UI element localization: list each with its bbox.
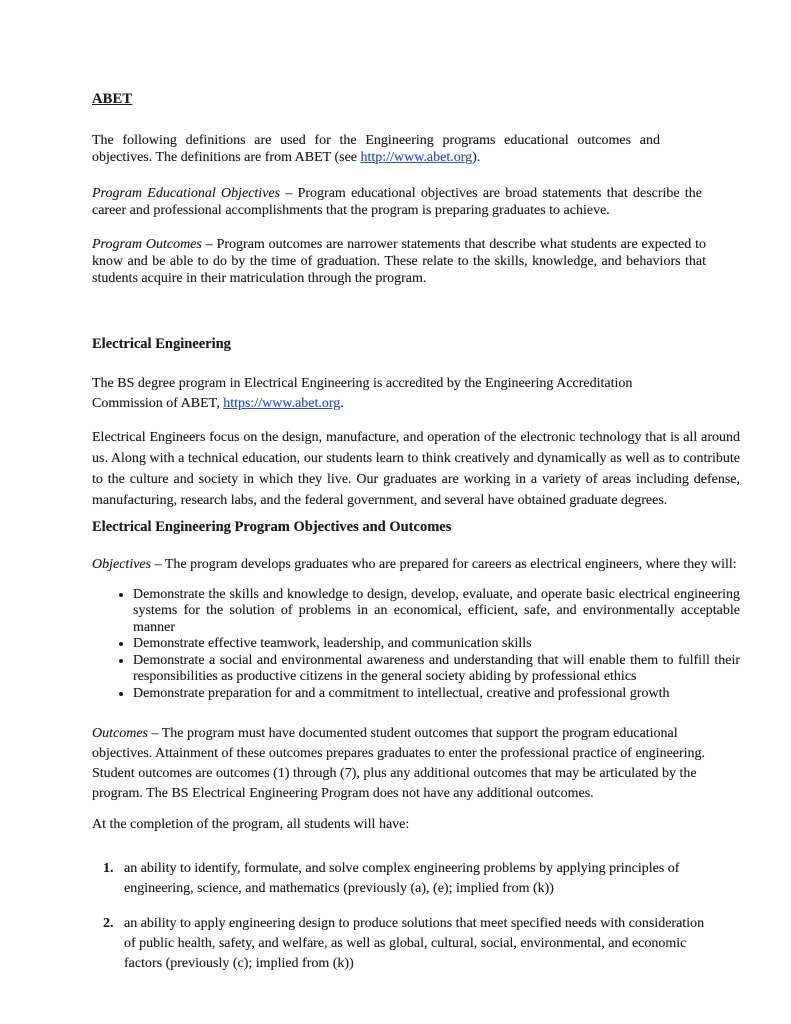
doc-title: ABET [92,91,133,107]
abet-http-link[interactable]: http://www.abet.org [360,150,473,165]
accreditation-text-pre: The BS degree program in Electrical Engineering is accredited by the Engineering Accreditation Commission of ABET, [92,376,633,411]
program-outcomes-paragraph [92,236,706,287]
objectives-outcomes-heading: Electrical Engineering Program Objectives and Outcomes [92,519,452,535]
numbered-item [103,914,709,974]
peo-lead-in: Program Educational Objectives [92,186,281,201]
abet-https-link[interactable]: https://www.abet.org [223,396,341,411]
outcomes-text: – The program must have documented student outcomes that support the program educational objectives. Attainment of these outcomes prepares graduates to enter the professional practice of engineering. Student outcomes are outcomes (1) through (7), plus any additional outcomes that may be articulated by the program. The BS Electrical Engineering Program does not have any additional outcomes. [92,726,706,801]
objectives-lead-in: Objectives [92,557,152,572]
electrical-engineering-heading: Electrical Engineering [92,336,231,352]
intro-text-post: ). [472,150,481,165]
objectives-paragraph [92,556,738,574]
objectives-text: – The program develops graduates who are prepared for careers as electrical engineers, where they will: [151,557,737,572]
item-text: an ability to identify, formulate, and solve complex engineering problems by applying principles of engineering, science, and mathematics (previously (a), (e); implied from (k)) [124,861,680,896]
ee-description-paragraph: Electrical Engineers focus on the design, manufacture, and operation of the electronic technology that is all around us. Along with a technical education, our students learn to think creatively and dynamically as well as to contribute to the culture and society in which they live. Our graduates are working in a variety of areas including defense, manufacturing, research labs, and the federal government, and several have obtained graduate degrees. [92,430,740,508]
item-number: 1. [103,861,114,876]
item-text: an ability to apply engineering design to produce solutions that meet specified needs with consideration of public health, safety, and welfare, as well as global, cultural, social, environmental, and economic factors (previously (c); implied from (k)) [124,916,705,971]
numbered-item [103,859,709,899]
outcomes-lead-in: Outcomes [92,726,148,741]
bullet-item: • Demonstrate the skills and knowledge to design, develop, evaluate, and operate basic electrical engineering systems for the solution of problems in an economical, efficient, safe, and environmentally acceptable manner [133,587,740,637]
objectives-bullet-list [92,587,740,703]
item-number: 2. [103,916,114,931]
accreditation-text-post: . [340,396,344,411]
peo-text: – Program educational objectives are broad statements that describe the career and professional accomplishments that the program is preparing graduates to achieve. [92,186,702,218]
intro-text-pre: The following definitions are used for the Engineering programs educational outcomes and objectives. The definitions are from ABET (see [92,133,660,165]
completion-statement: At the completion of the program, all students will have: [92,817,410,832]
po-lead-in: Program Outcomes [92,237,202,252]
outcomes-paragraph [92,724,706,804]
intro-paragraph [92,132,660,166]
bullet-item: • Demonstrate preparation for and a commitment to intellectual, creative and professional growth [133,686,740,703]
po-text: – Program outcomes are narrower statements that describe what students are expected to know and be able to do by the time of graduation. These relate to the skills, knowledge, and behaviors that students acquire in their matriculation through the program. [92,237,707,286]
student-outcomes-list [103,859,740,974]
accreditation-paragraph [92,374,652,414]
program-educational-objectives-paragraph [92,185,702,219]
bullet-item: • Demonstrate a social and environmental awareness and understanding that will enable them to fulfill their responsibilities as productive citizens in the general society abiding by professional ethics [133,653,740,686]
bullet-item: • Demonstrate effective teamwork, leadership, and communication skills [133,636,740,653]
